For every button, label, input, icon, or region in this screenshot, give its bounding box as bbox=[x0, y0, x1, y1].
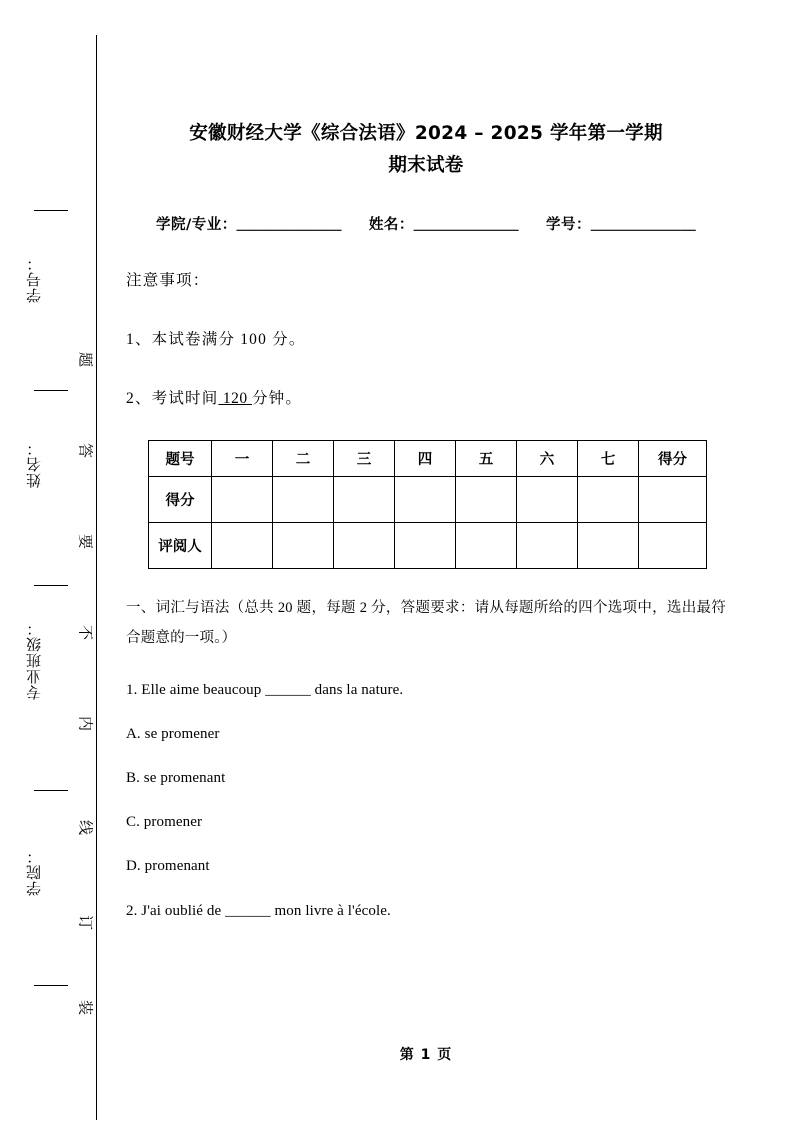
table-header-cell: 三 bbox=[334, 440, 395, 476]
field-blank-name[interactable]: ＿＿＿＿＿＿＿ bbox=[413, 216, 519, 233]
table-cell[interactable] bbox=[517, 476, 578, 522]
seal-binding-margin bbox=[0, 0, 110, 1122]
table-cell[interactable] bbox=[334, 522, 395, 568]
page-number-footer: 第 1 页 bbox=[399, 1047, 453, 1063]
exam-paper-body bbox=[126, 0, 726, 1122]
table-cell[interactable] bbox=[273, 476, 334, 522]
question-1-text: 1. Elle aime beaucoup ______ dans la nature. bbox=[126, 681, 404, 698]
note-duration-suffix: 分钟。 bbox=[251, 389, 303, 407]
seal-fill-rule bbox=[34, 210, 68, 211]
field-blank-student-id[interactable]: ＿＿＿＿＿＿＿ bbox=[591, 216, 697, 233]
exam-title-line-1: 安徽财经大学《综合法语》2024 – 2025 学年第一学期 bbox=[189, 123, 663, 144]
table-row-label: 评阅人 bbox=[149, 522, 212, 568]
field-label-student-id: 学号： bbox=[546, 216, 592, 233]
table-header-cell: 七 bbox=[578, 440, 639, 476]
table-cell[interactable] bbox=[395, 476, 456, 522]
seal-label-student-id: 学号： bbox=[27, 255, 43, 303]
table-cell[interactable] bbox=[639, 522, 707, 568]
seal-outer-fields-column bbox=[28, 0, 74, 1122]
seal-notice-column bbox=[70, 0, 98, 1122]
question-1-option-c[interactable]: C. promener bbox=[126, 813, 203, 830]
seal-fill-rule bbox=[34, 985, 68, 986]
note-duration-prefix: 2、考试时间 bbox=[126, 389, 219, 407]
table-header-cell: 二 bbox=[273, 440, 334, 476]
table-header-cell: 五 bbox=[456, 440, 517, 476]
page-title bbox=[126, 0, 726, 183]
table-cell[interactable] bbox=[517, 522, 578, 568]
seal-fill-rule bbox=[34, 790, 68, 791]
table-header-cell: 一 bbox=[212, 440, 273, 476]
field-blank-college-major[interactable]: ＿＿＿＿＿＿＿ bbox=[236, 216, 342, 233]
table-header-cell: 得分 bbox=[639, 440, 707, 476]
table-cell[interactable] bbox=[212, 476, 273, 522]
table-cell[interactable] bbox=[212, 522, 273, 568]
seal-notice-char: 不 bbox=[76, 624, 93, 640]
table-header-row bbox=[149, 440, 707, 476]
table-row-label: 得分 bbox=[149, 476, 212, 522]
question-2-text: 2. J'ai oublié de ______ mon livre à l'école. bbox=[126, 902, 391, 919]
table-cell[interactable] bbox=[456, 522, 517, 568]
seal-fill-rule bbox=[34, 390, 68, 391]
seal-notice-char: 答 bbox=[76, 442, 93, 458]
field-label-college-major: 学院/专业： bbox=[155, 216, 237, 233]
seal-label-college: 学院： bbox=[27, 848, 43, 896]
table-cell[interactable] bbox=[273, 522, 334, 568]
question-1-option-d[interactable]: D. promenant bbox=[126, 857, 210, 874]
score-table bbox=[148, 440, 707, 569]
field-label-name: 姓名： bbox=[368, 216, 414, 233]
table-header-cell: 题号 bbox=[149, 440, 212, 476]
table-header-cell: 六 bbox=[517, 440, 578, 476]
seal-label-major-class: 专业班级： bbox=[27, 620, 43, 700]
seal-notice-char: 线 bbox=[76, 819, 93, 835]
table-cell[interactable] bbox=[639, 476, 707, 522]
note-item-duration bbox=[126, 386, 726, 408]
section-heading-vocabulary-grammar: 一、词汇与语法（总共 20 题，每题 2 分，答题要求：请从每题所给的四个选项中，选出最符合题意的一项。） bbox=[126, 599, 726, 647]
note-duration-value: 120 bbox=[218, 389, 252, 407]
table-cell[interactable] bbox=[578, 476, 639, 522]
table-cell[interactable] bbox=[334, 476, 395, 522]
student-info-line bbox=[126, 213, 726, 234]
seal-label-name: 姓名： bbox=[27, 440, 43, 488]
seal-fill-rule bbox=[34, 585, 68, 586]
seal-notice-char: 订 bbox=[76, 914, 93, 930]
seal-notice-char: 内 bbox=[76, 715, 93, 731]
table-header-cell: 四 bbox=[395, 440, 456, 476]
question-1-option-a[interactable]: A. se promener bbox=[126, 725, 220, 742]
table-cell[interactable] bbox=[456, 476, 517, 522]
seal-notice-char: 要 bbox=[76, 533, 93, 549]
note-item-total-score: 1、本试卷满分 100 分。 bbox=[126, 330, 306, 348]
seal-notice-char: 装 bbox=[76, 999, 93, 1015]
question-1-option-b[interactable]: B. se promenant bbox=[126, 769, 226, 786]
table-cell[interactable] bbox=[578, 522, 639, 568]
seal-notice-char: 题 bbox=[76, 351, 93, 367]
table-row bbox=[149, 522, 707, 568]
notes-heading: 注意事项： bbox=[126, 271, 210, 289]
table-cell[interactable] bbox=[395, 522, 456, 568]
table-row bbox=[149, 476, 707, 522]
exam-title-line-2: 期末试卷 bbox=[388, 155, 464, 177]
